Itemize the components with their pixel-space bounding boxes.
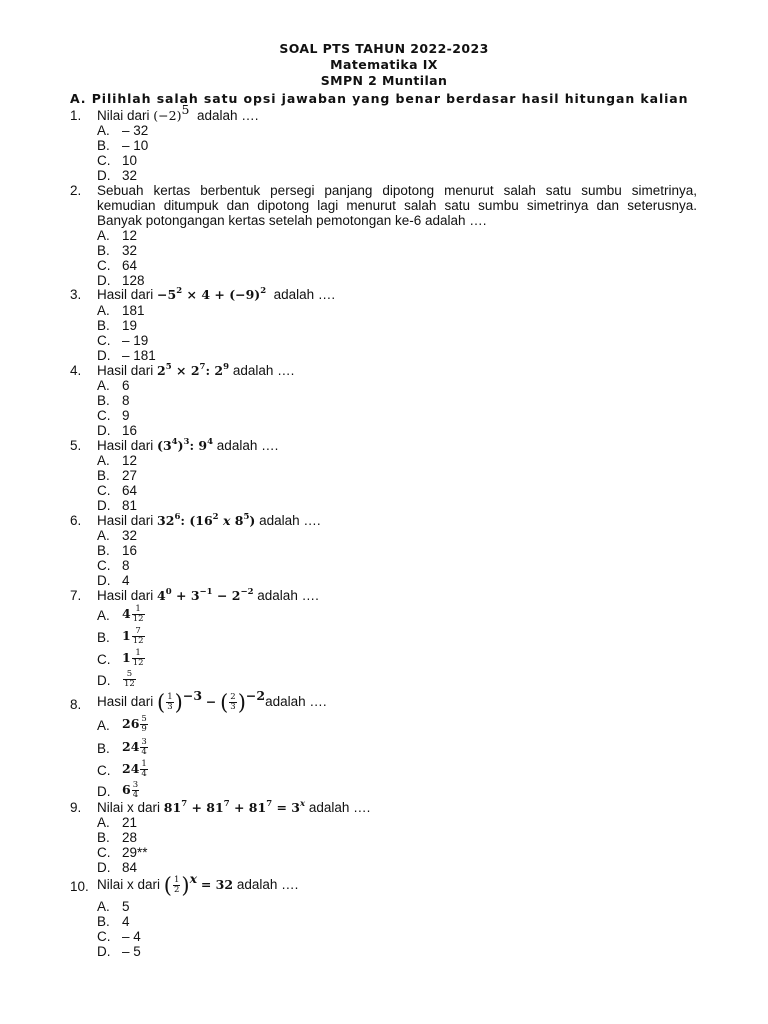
question-text: Nilai dari $(-2)^5$ adalah ….	[97, 102, 259, 123]
question-number: 4.	[70, 363, 82, 378]
question-text: Hasil dari $-5^2 \times 4 + (-9)^2$ adalah ….	[97, 286, 336, 302]
question-number: 9.	[70, 800, 82, 815]
question-text: Hasil dari $4^0 + 3^{-1} - 2^{-2}$ adalah ….	[97, 587, 319, 603]
question-number: 6.	[70, 513, 82, 528]
exam-title: SOAL PTS TAHUN 2022-2023	[279, 41, 489, 56]
section-a-instruction: A. Pilihlah salah satu opsi jawaban yang benar berdasar hasil hitungan kalian	[70, 91, 689, 106]
question-text: Sebuah kertas berbentuk persegi panjang dipotong menurut salah satu sumbu simetrinya, kemudian ditumpuk dan dipotong lagi menurut salah satu sumbu simetrinya dan seterusnya. Banyak potongangan kertas setelah pemotongan ke-6 adalah ….	[97, 183, 697, 228]
question-text: Hasil dari $(3^4)^3$: $9^4$ adalah ….	[97, 437, 279, 453]
question-text: Nilai x dari $81^7 + 81^7 + 81^7 = 3^x$ adalah ….	[97, 799, 371, 815]
question-number: 7.	[70, 588, 82, 603]
question-number: 3.	[70, 287, 82, 302]
question-text: Hasil dari ( $\frac{1}{3}$ )$^{-3}$ − ( $\frac{2}{3}$ )$^{-2}$adalah ….	[97, 688, 327, 715]
question-number: 8.	[70, 697, 82, 712]
question-text: Hasil dari $32^6$: ($16^2$ x $8^5$) adalah ….	[97, 512, 321, 528]
question-number: 1.	[70, 108, 82, 123]
subject-title: Matematika IX	[330, 57, 438, 72]
school-name: SMPN 2 Muntilan	[320, 73, 448, 88]
question-number: 10.	[70, 879, 89, 894]
exam-page: SOAL PTS TAHUN 2022-2023 Matematika IX SMPN 2 Muntilan A. Pilihlah salah satu opsi jawaban yang benar berdasar hasil hitungan kalian 1. Nilai dari $(-2)^5$ adalah …. A. – 32 B. – 10 C. 10 D. 32 2. Sebuah kertas berbentuk persegi panjang dipotong menurut salah satu sumbu simetrinya, kemudian ditumpuk dan dipotong lagi menurut salah satu sumbu simetrinya dan seterusnya. Banyak potongangan kertas setelah pemotongan ke-6 adalah …. A. 12 B. 32 C. 64 D. 128 3. Hasil dari $-5^2 \times 4 + (-9)^2$ adalah …. A. 181 B. 19 C. – 19 D. – 181 4. Hasil dari $2^5 \times 2^7$: $2^9$ adalah …. A. 6 B. 8 C. 9 D. 16 5. Hasil dari $(3^4)^3$: $9^4$ adalah …. A. 12 B. 27 C. 64 D. 81 6. Hasil dari $32^6$: ($16^2$ x $8^5$) adalah …. A. 32 B. 16 C. 8 D. 4 7. Hasil dari $4^0 + 3^{-1} - 2^{-2}$ adalah …. A. 4 $\frac{1}{12}$ B. 1 $\frac{7}{12}$ C. 1 $\frac{1}{12}$ D. $\frac{5}{12}$ 8. Hasil dari ( $\frac{1}{3}$ )$^{-3}$ − ( $\frac{2}{3}$ )$^{-2}$adalah …. A. 26 $\frac{5}{9}$ B. 24 $\frac{3}{4}$ C. 24 $\frac{1}{4}$ D. 6 $\frac{3}{4}$ 9. Nilai x dari $81^7 + 81^7 + 81^7 = 3^x$ adalah …. A. 21 B. 28 C. 29** D. 84 10. Nilai x dari ( $\frac{1}{2}$ )$^x$ = 32 adalah …. A. 5 B. 4 C. – 4 D. – 5	[0, 0, 768, 1024]
question-number: 2.	[70, 183, 82, 198]
question-number: 5.	[70, 438, 82, 453]
question-text: Nilai x dari ( $\frac{1}{2}$ )$^x$ = 32 adalah ….	[97, 871, 299, 898]
question-text: Hasil dari $2^5 \times 2^7$: $2^9$ adalah ….	[97, 362, 295, 378]
